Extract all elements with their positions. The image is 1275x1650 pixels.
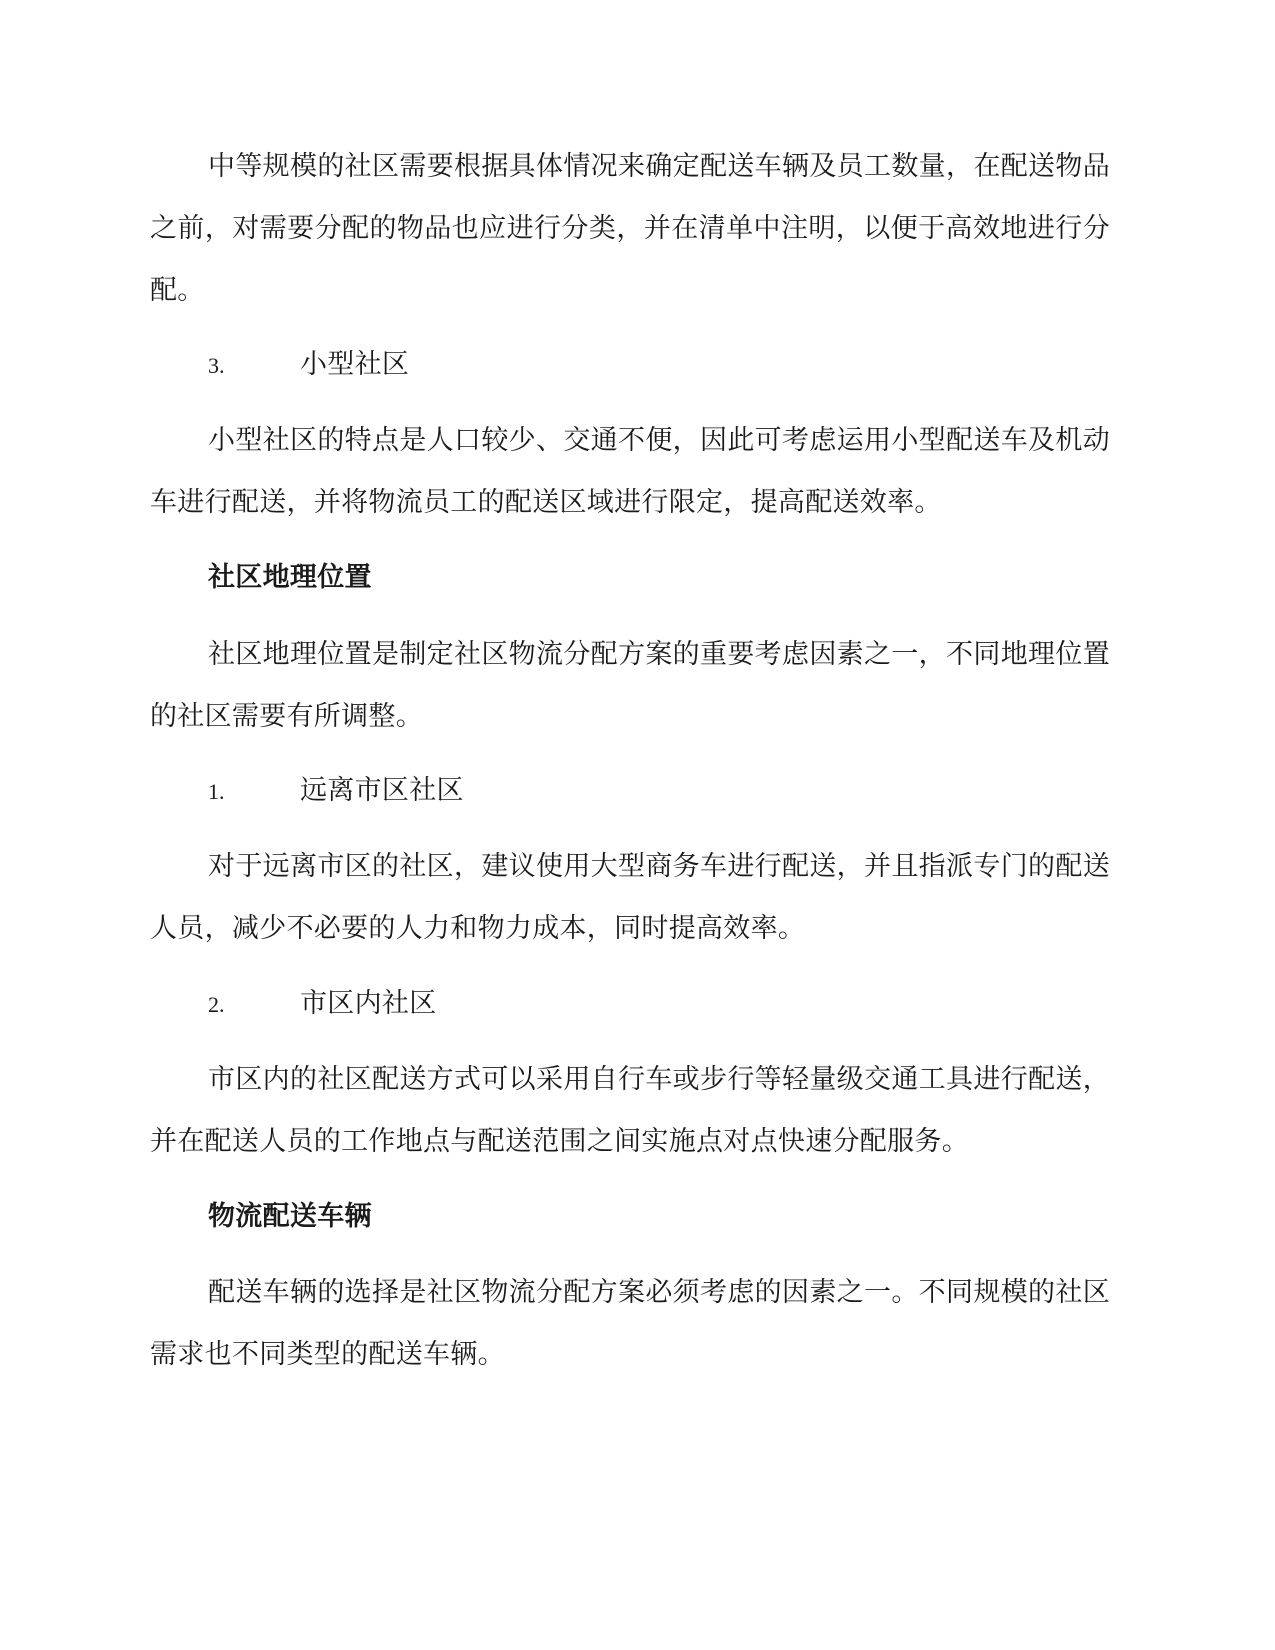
paragraph-urban-community: 市区内的社区配送方式可以采用自行车或步行等轻量级交通工具进行配送，并在配送人员的工作地点与配送范围之间实施点对点快速分配服务。 xyxy=(150,1064,1110,1157)
list-item-remote-community xyxy=(208,771,464,812)
list-label: 远离市区社区 xyxy=(300,775,464,806)
list-number: 1. xyxy=(208,779,225,804)
section-heading-geography: 社区地理位置 xyxy=(208,562,372,593)
list-item-small-community xyxy=(208,345,409,386)
paragraph-medium-community: 中等规模的社区需要根据具体情况来确定配送车辆及员工数量，在配送物品之前，对需要分配的物品也应进行分类，并在清单中注明，以便于高效地进行分配。 xyxy=(150,151,1110,306)
list-label: 小型社区 xyxy=(300,349,410,380)
list-number: 2. xyxy=(208,992,225,1017)
paragraph-vehicles: 配送车辆的选择是社区物流分配方案必须考虑的因素之一。不同规模的社区需求也不同类型的配送车辆。 xyxy=(150,1277,1110,1370)
paragraph-geography: 社区地理位置是制定社区物流分配方案的重要考虑因素之一，不同地理位置的社区需要有所调整。 xyxy=(150,639,1110,732)
list-label: 市区内社区 xyxy=(300,988,437,1019)
list-number: 3. xyxy=(208,353,225,378)
section-heading-vehicles: 物流配送车辆 xyxy=(208,1201,372,1232)
list-item-urban-community xyxy=(208,984,437,1025)
paragraph-small-community: 小型社区的特点是人口较少、交通不便，因此可考虑运用小型配送车及机动车进行配送，并将物流员工的配送区域进行限定，提高配送效率。 xyxy=(150,425,1110,518)
paragraph-remote-community: 对于远离市区的社区，建议使用大型商务车进行配送，并且指派专门的配送人员，减少不必要的人力和物力成本，同时提高效率。 xyxy=(150,851,1110,944)
